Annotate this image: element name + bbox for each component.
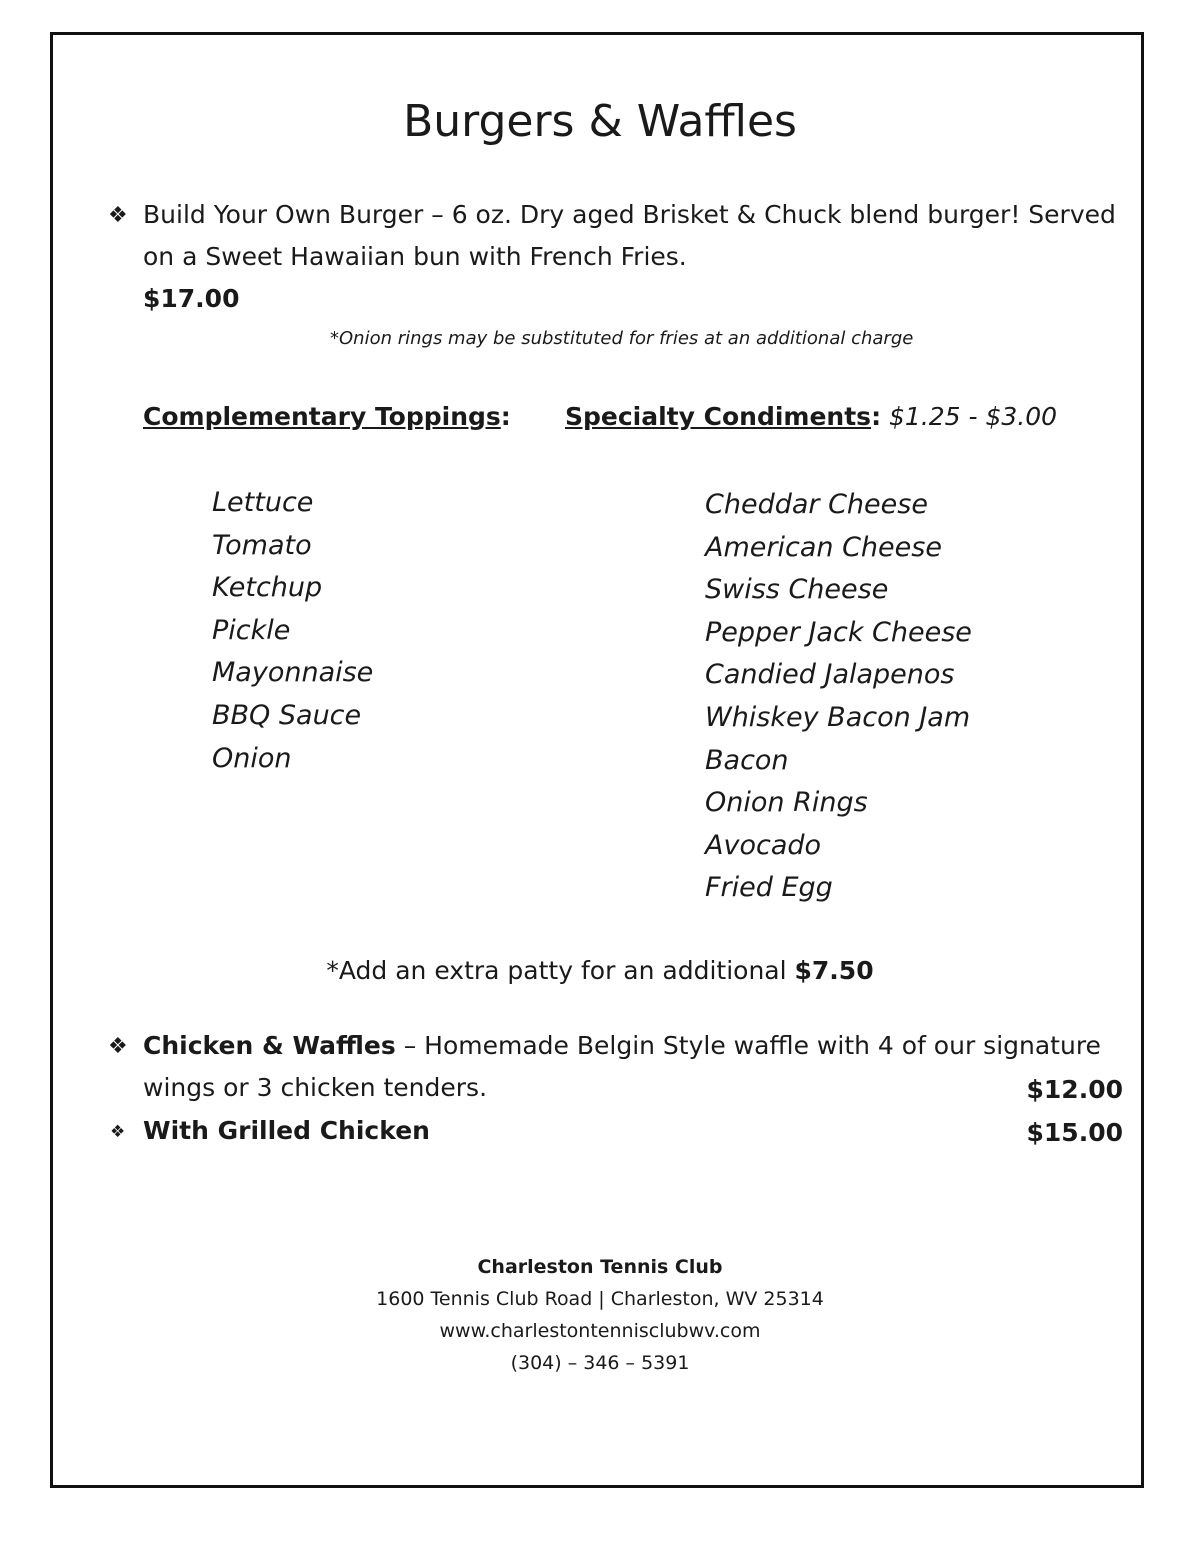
diamond-bullet-icon: ❖ xyxy=(108,1034,128,1059)
chicken-waffles-line2: wings or 3 chicken tenders. xyxy=(143,1073,488,1102)
list-item: Ketchup xyxy=(212,572,323,604)
chicken-waffles-name: Chicken & Waffles xyxy=(143,1031,396,1060)
list-item: Bacon xyxy=(705,744,789,776)
condiments-colon: : xyxy=(871,402,882,431)
list-item: Fried Egg xyxy=(705,872,833,904)
list-item: Mayonnaise xyxy=(212,657,374,689)
list-item: BBQ Sauce xyxy=(212,699,362,731)
club-address: 1600 Tennis Club Road | Charleston, WV 25314 xyxy=(376,1288,824,1310)
condiments-list xyxy=(705,484,972,910)
list-item: Lettuce xyxy=(212,487,314,518)
extra-patty-text: *Add an extra patty for an additional xyxy=(326,956,795,985)
list-item: Pepper Jack Cheese xyxy=(705,616,972,648)
burger-description-line2: on a Sweet Hawaiian bun with French Fries. xyxy=(143,242,687,271)
club-phone: (304) – 346 – 5391 xyxy=(510,1352,690,1374)
list-item: American Cheese xyxy=(705,531,942,563)
list-item: Tomato xyxy=(212,529,312,561)
diamond-bullet-icon: ❖ xyxy=(110,1122,126,1142)
extra-patty-line xyxy=(0,956,1200,985)
burger-description-line1: Build Your Own Burger – 6 oz. Dry aged Brisket & Chuck blend burger! Served xyxy=(143,200,1116,229)
menu-title: Burgers & Waffles xyxy=(403,96,797,147)
club-website: www.charlestontennisclubwv.com xyxy=(439,1320,761,1342)
chicken-waffles-price: $12.00 xyxy=(1026,1075,1123,1104)
list-item: Candied Jalapenos xyxy=(705,659,955,691)
diamond-bullet-icon: ❖ xyxy=(108,203,128,228)
condiments-header xyxy=(565,402,1057,431)
extra-patty-price: $7.50 xyxy=(794,956,874,985)
grilled-chicken-price: $15.00 xyxy=(1026,1118,1123,1147)
onion-rings-note: *Onion rings may be substituted for fries at an additional charge xyxy=(330,328,914,349)
toppings-list xyxy=(212,482,373,780)
grilled-chicken-name: With Grilled Chicken xyxy=(143,1116,430,1145)
list-item: Onion xyxy=(212,742,292,774)
list-item: Cheddar Cheese xyxy=(705,489,928,520)
list-item: Avocado xyxy=(705,829,822,861)
list-item: Pickle xyxy=(212,614,291,646)
condiments-heading: Specialty Condiments xyxy=(565,402,872,431)
list-item: Whiskey Bacon Jam xyxy=(705,701,971,733)
burger-price: $17.00 xyxy=(143,284,240,313)
list-item: Onion Rings xyxy=(705,787,868,819)
chicken-waffles-line1 xyxy=(143,1031,1101,1060)
club-name: Charleston Tennis Club xyxy=(477,1256,723,1278)
list-item: Swiss Cheese xyxy=(705,574,889,606)
condiments-price-range: $1.25 - $3.00 xyxy=(889,402,1058,431)
chicken-waffles-desc: – Homemade Belgin Style waffle with 4 of our signature xyxy=(395,1031,1101,1060)
toppings-colon: : xyxy=(500,402,511,431)
toppings-heading: Complementary Toppings xyxy=(143,402,501,431)
toppings-header xyxy=(143,402,511,431)
